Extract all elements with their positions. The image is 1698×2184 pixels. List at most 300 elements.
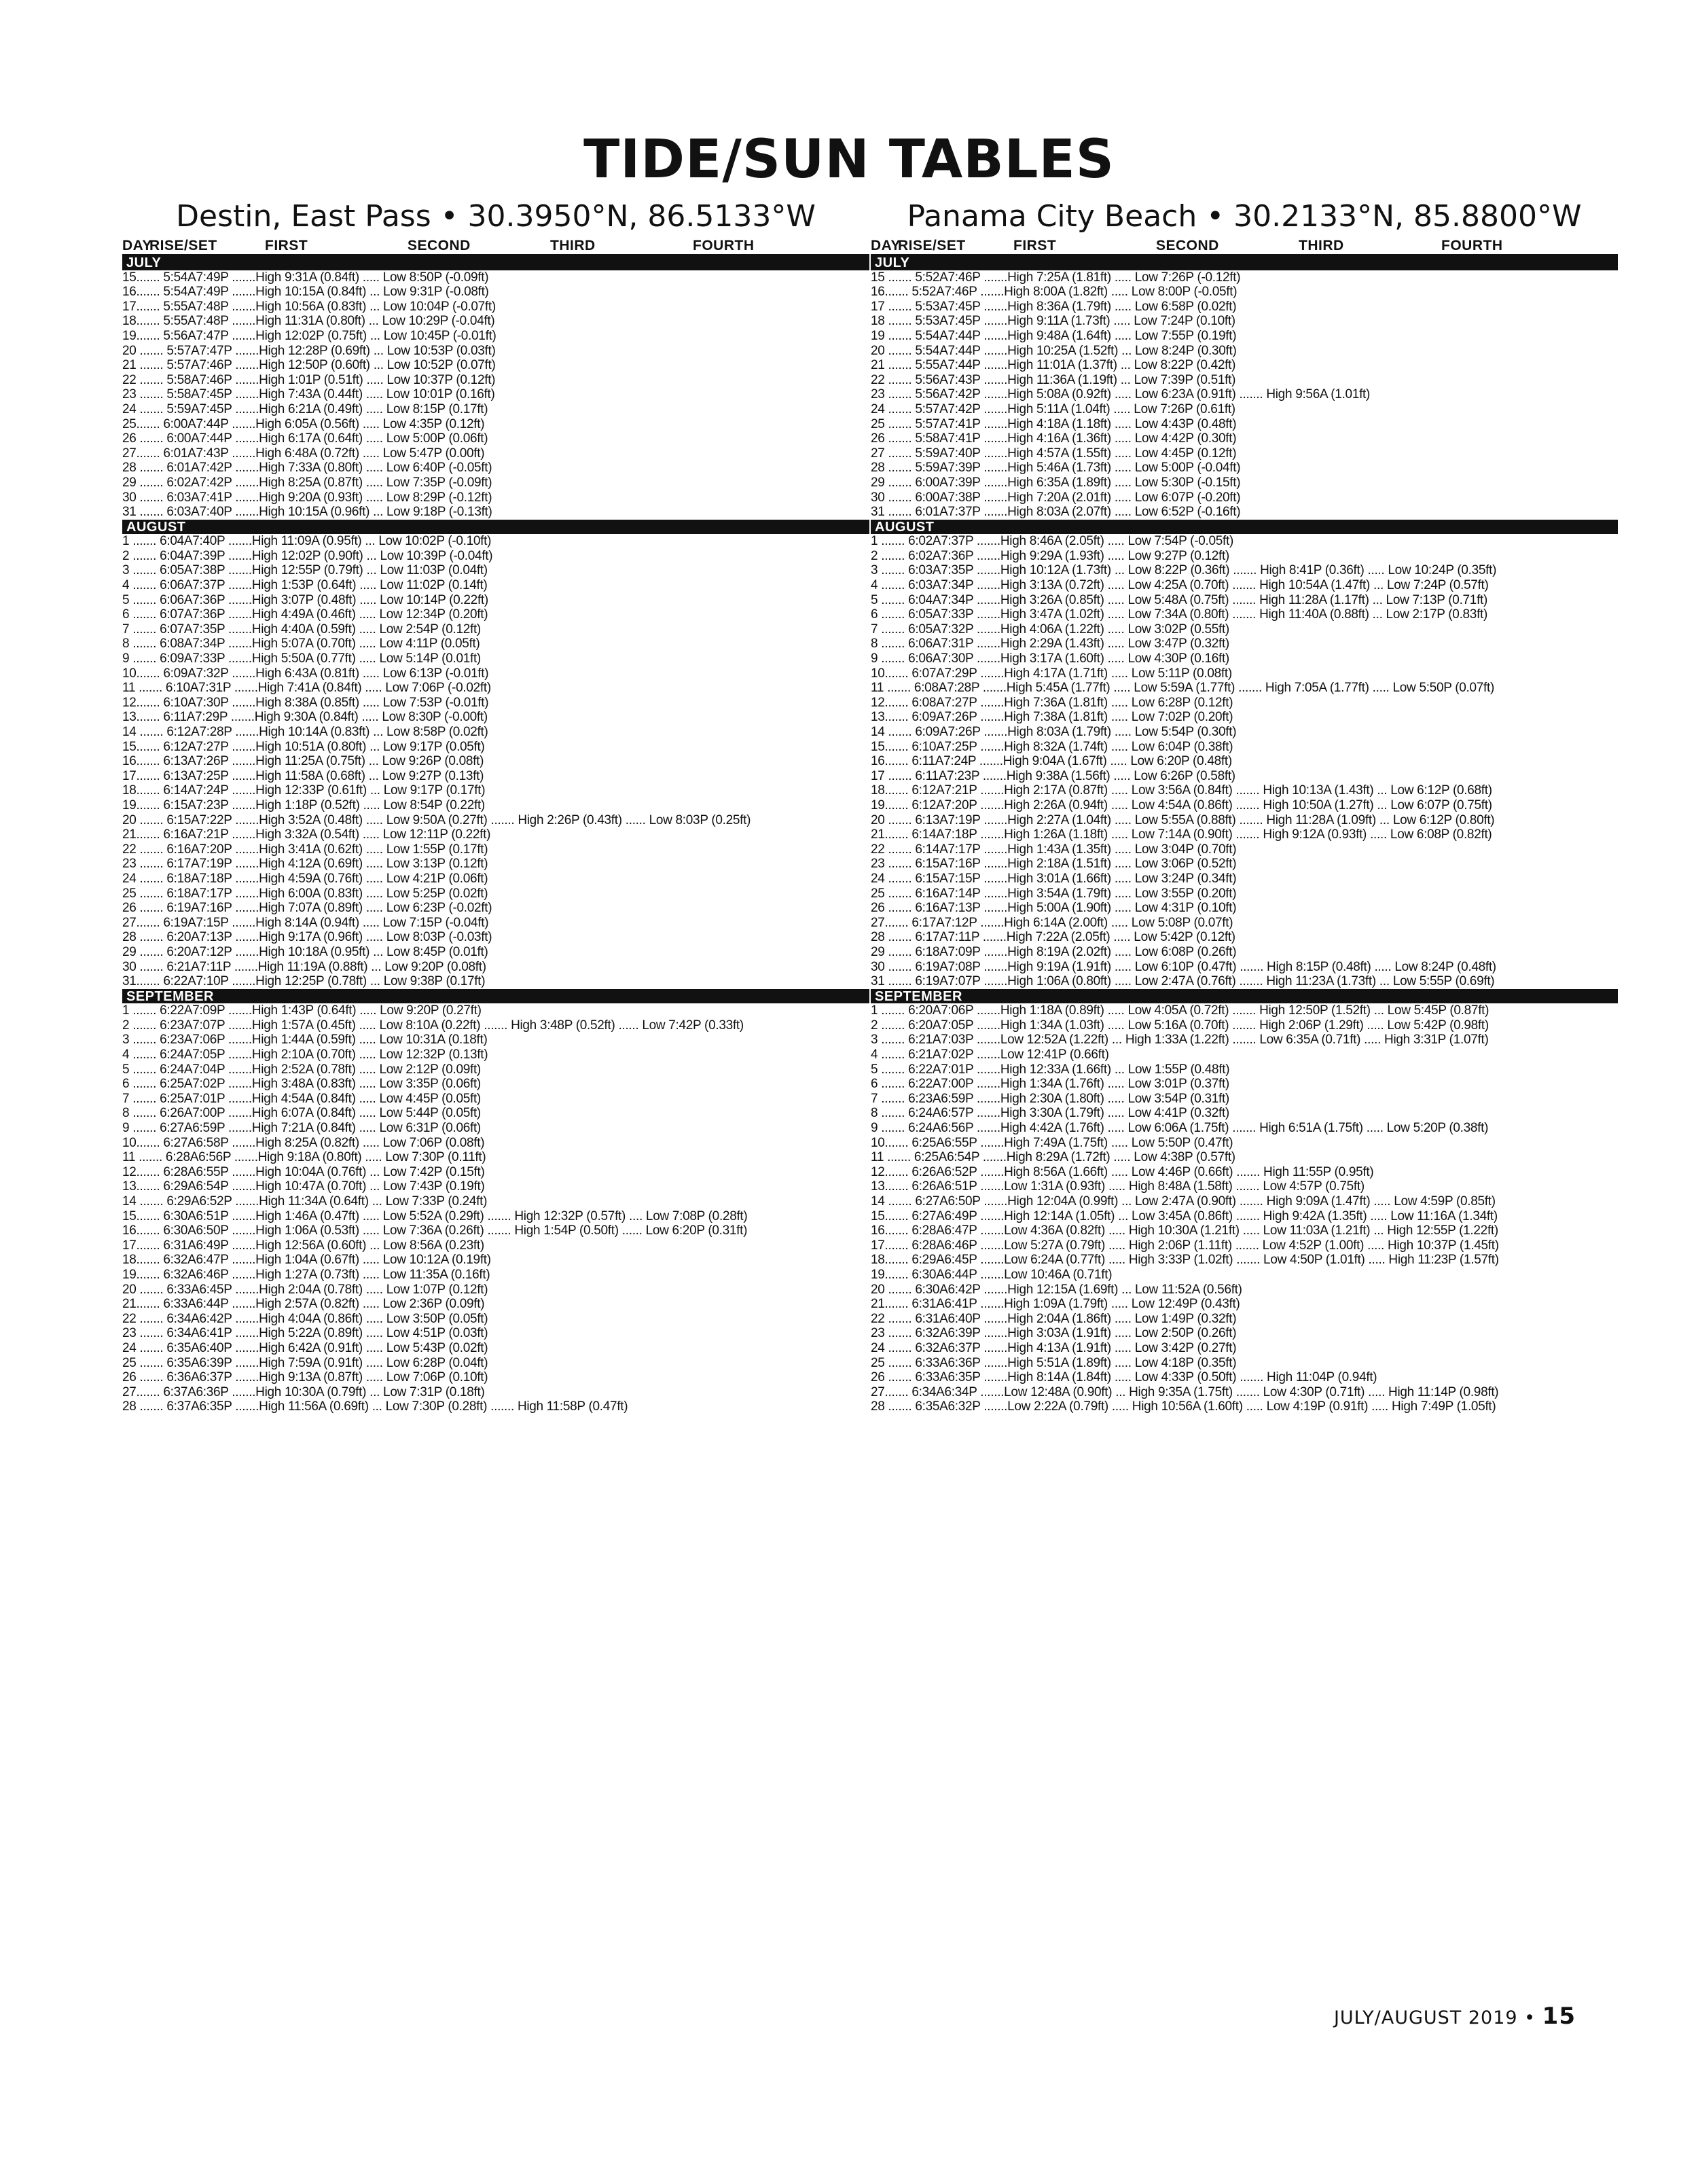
- table-row: [122, 387, 869, 402]
- row-text: 17....... 5:55A7:48P .......High 10:56A (0.83ft) ... Low 10:04P (-0.07ft): [122, 299, 496, 314]
- row-text: 11 ....... 6:10A7:31P .......High 7:41A (0.84ft) ..... Low 7:06P (-0.02ft): [122, 681, 491, 696]
- table-row: [871, 1048, 1618, 1062]
- row-text: 11 ....... 6:25A6:54P .......High 8:29A (1.72ft) ..... Low 4:38P (0.57ft): [871, 1150, 1235, 1165]
- table-row: [122, 710, 869, 725]
- table-row: [871, 314, 1618, 329]
- row-text: 25 ....... 6:33A6:36P .......High 5:51A (1.89ft) ..... Low 4:18P (0.35ft): [871, 1355, 1237, 1370]
- row-text: 28 ....... 6:37A6:35P .......High 11:56A (0.69ft) ... Low 7:30P (0.28ft) ....... High 11:58P (0.47ft): [122, 1399, 628, 1414]
- row-text: 12....... 6:28A6:55P .......High 10:04A (0.76ft) ... Low 7:42P (0.15ft): [122, 1164, 485, 1179]
- row-text: 7 ....... 6:05A7:32P .......High 4:06A (1.22ft) ..... Low 3:02P (0.55ft): [871, 622, 1229, 637]
- table-row: [122, 872, 869, 887]
- table-row: [871, 476, 1618, 490]
- table-row: [871, 1150, 1618, 1165]
- row-text: 12....... 6:08A7:27P .......High 7:36A (1.81ft) ..... Low 6:28P (0.12ft): [871, 695, 1233, 710]
- row-text: 22 ....... 6:34A6:42P .......High 4:04A (0.86ft) ..... Low 3:50P (0.05ft): [122, 1311, 488, 1326]
- row-text: 15....... 6:12A7:27P .......High 10:51A (0.80ft) ... Low 9:17P (0.05ft): [122, 739, 485, 754]
- tide-table-body: [122, 255, 869, 1414]
- table-row: [122, 373, 869, 388]
- row-text: 29 ....... 6:00A7:39P .......High 6:35A (1.89ft) ..... Low 5:30P (-0.15ft): [871, 475, 1241, 490]
- table-header: [871, 238, 1618, 255]
- row-text: 31....... 6:22A7:10P .......High 12:25P (0.78ft) ... Low 9:38P (0.17ft): [122, 974, 486, 989]
- table-row: [122, 1209, 869, 1224]
- table-row: [871, 534, 1618, 549]
- table-row: [122, 1283, 869, 1297]
- table-row: [871, 887, 1618, 901]
- row-text: 18....... 6:14A7:24P .......High 12:33P (0.61ft) ... Low 9:17P (0.17ft): [122, 783, 486, 798]
- table-row: [122, 1121, 869, 1136]
- table-row: [871, 285, 1618, 300]
- table-row: [871, 974, 1618, 989]
- row-text: 20 ....... 5:57A7:47P .......High 12:28P (0.69ft) ... Low 10:53P (0.03ft): [122, 343, 496, 358]
- table-row: [122, 887, 869, 901]
- table-row: [871, 666, 1618, 681]
- table-row: [122, 285, 869, 300]
- row-text: 16....... 6:28A6:47P .......Low 4:36A (0.82ft) ..... High 10:30A (1.21ft) ..... Low 11:03A (1.21ft) ... High 12:55P (1.22ft): [871, 1223, 1498, 1238]
- table-row: [122, 490, 869, 505]
- location-column-panama-city-beach: [871, 197, 1618, 1414]
- row-text: 19....... 6:15A7:23P .......High 1:18P (0.52ft) ..... Low 8:54P (0.22ft): [122, 798, 485, 812]
- page-title: TIDE/SUN TABLES: [583, 129, 1115, 190]
- table-row: [871, 329, 1618, 344]
- table-row: [122, 681, 869, 696]
- row-text: 13....... 6:09A7:26P .......High 7:38A (1.81ft) ..... Low 7:02P (0.20ft): [871, 710, 1233, 725]
- table-row: [871, 1092, 1618, 1107]
- row-text: 1 ....... 6:20A7:06P .......High 1:18A (0.89ft) ..... Low 4:05A (0.72ft) ....... High 12:50P (1.52ft) ... Low 5:45P (0.87ft): [871, 1003, 1489, 1018]
- table-row: [122, 1077, 869, 1092]
- footer-text: JULY/AUGUST 2019 •: [1333, 2007, 1536, 2028]
- table-row: [871, 740, 1618, 755]
- row-text: 15....... 5:54A7:49P .......High 9:31A (0.84ft) ..... Low 8:50P (-0.09ft): [122, 270, 489, 285]
- table-row: [122, 930, 869, 945]
- table-row: [871, 857, 1618, 872]
- table-row: [122, 593, 869, 608]
- table-row: [871, 1238, 1618, 1253]
- row-text: 28 ....... 6:17A7:11P .......High 7:22A (2.05ft) ..... Low 5:42P (0.12ft): [871, 930, 1235, 945]
- row-text: 14 ....... 6:12A7:28P .......High 10:14A (0.83ft) ... Low 8:58P (0.02ft): [122, 725, 488, 739]
- row-text: 23 ....... 5:56A7:42P .......High 5:08A (0.92ft) ..... Low 6:23A (0.91ft) ....... High 9:56A (1.01ft): [871, 387, 1371, 402]
- row-text: 10....... 6:27A6:58P .......High 8:25A (0.82ft) ..... Low 7:06P (0.08ft): [122, 1135, 485, 1150]
- row-text: 25 ....... 5:57A7:41P .......High 4:18A (1.18ft) ..... Low 4:43P (0.48ft): [871, 416, 1237, 431]
- table-header: [122, 238, 869, 255]
- row-text: 20 ....... 6:13A7:19P .......High 2:27A (1.04ft) ..... Low 5:55A (0.88ft) ....... High 11:28A (1.09ft) ... Low 6:12P (0.80ft): [871, 812, 1495, 827]
- table-row: [871, 1062, 1618, 1077]
- table-row: [122, 1106, 869, 1121]
- table-row: [871, 1283, 1618, 1297]
- table-row: [871, 387, 1618, 402]
- row-text: 22 ....... 6:16A7:20P .......High 3:41A (0.62ft) ..... Low 1:55P (0.17ft): [122, 842, 488, 857]
- page-number: 15: [1542, 2003, 1576, 2030]
- table-row: [122, 300, 869, 315]
- row-text: 21 ....... 5:57A7:46P .......High 12:50P (0.60ft) ... Low 10:52P (0.07ft): [122, 358, 496, 373]
- table-row: [871, 1253, 1618, 1268]
- row-text: 27....... 6:19A7:15P .......High 8:14A (0.94ft) ..... Low 7:15P (-0.04ft): [122, 915, 489, 930]
- row-text: 19....... 6:30A6:44P .......Low 10:46A (0.71ft): [871, 1267, 1113, 1282]
- table-row: [122, 945, 869, 960]
- table-row: [122, 607, 869, 622]
- location-heading: Panama City Beach • 30.2133°N, 85.8800°W: [907, 199, 1582, 234]
- table-row: [871, 1356, 1618, 1371]
- table-row: [122, 1136, 869, 1151]
- row-text: 1 ....... 6:02A7:37P .......High 8:46A (2.05ft) ..... Low 7:54P (-0.05ft): [871, 534, 1233, 549]
- row-text: 21....... 6:16A7:21P .......High 3:32A (0.54ft) ..... Low 12:11P (0.22ft): [122, 827, 491, 842]
- table-row: [122, 666, 869, 681]
- table-row: [871, 842, 1618, 857]
- row-text: 20 ....... 6:33A6:45P .......High 2:04A (0.78ft) ..... Low 1:07P (0.12ft): [122, 1282, 488, 1297]
- table-row: [122, 1326, 869, 1341]
- row-text: 26 ....... 5:58A7:41P .......High 4:16A (1.36ft) ..... Low 4:42P (0.30ft): [871, 431, 1237, 446]
- table-row: [871, 1018, 1618, 1033]
- table-row: [122, 1092, 869, 1107]
- table-row: [122, 916, 869, 931]
- table-row: [122, 314, 869, 329]
- row-text: 19....... 5:56A7:47P .......High 12:02P (0.75ft) ... Low 10:45P (-0.01ft): [122, 328, 496, 343]
- table-row: [122, 1150, 869, 1165]
- table-row: [122, 783, 869, 798]
- row-text: 26 ....... 6:16A7:13P .......High 5:00A (1.90ft) ..... Low 4:31P (0.10ft): [871, 901, 1237, 916]
- table-row: [871, 769, 1618, 784]
- table-row: [122, 1341, 869, 1356]
- table-row: [871, 1223, 1618, 1238]
- table-row: [122, 578, 869, 593]
- table-row: [122, 1312, 869, 1327]
- table-row: [871, 490, 1618, 505]
- table-row: [871, 1179, 1618, 1194]
- row-text: 6 ....... 6:25A7:02P .......High 3:48A (0.83ft) ..... Low 3:35P (0.06ft): [122, 1077, 481, 1092]
- row-text: 16....... 5:52A7:46P .......High 8:00A (1.82ft) ..... Low 8:00P (-0.05ft): [871, 285, 1238, 300]
- row-text: 4 ....... 6:21A7:02P .......Low 12:41P (0.66ft): [871, 1048, 1109, 1062]
- location-column-destin: [122, 197, 869, 1414]
- table-row: [871, 446, 1618, 461]
- table-row: [871, 607, 1618, 622]
- table-row: [122, 1223, 869, 1238]
- table-row: [871, 1399, 1618, 1414]
- row-text: 22 ....... 5:58A7:46P .......High 1:01P (0.51ft) ..... Low 10:37P (0.12ft): [122, 372, 496, 387]
- row-text: 8 ....... 6:06A7:31P .......High 2:29A (1.43ft) ..... Low 3:47P (0.32ft): [871, 637, 1229, 651]
- table-row: [871, 1136, 1618, 1151]
- row-text: 5 ....... 6:04A7:34P .......High 3:26A (0.85ft) ..... Low 5:48A (0.75ft) ....... High 11:28A (1.17ft) ... Low 7:13P (0.71ft): [871, 592, 1488, 607]
- table-row: [871, 344, 1618, 359]
- header-day: DAY: [122, 238, 152, 253]
- table-row: [122, 960, 869, 975]
- row-text: 20 ....... 6:15A7:22P .......High 3:52A (0.48ft) ..... Low 9:50A (0.27ft) ....... High 2:26P (0.43ft) ...... Low 8:03P (0.25ft): [122, 812, 751, 827]
- table-row: [871, 1268, 1618, 1283]
- row-text: 21....... 6:14A7:18P .......High 1:26A (1.18ft) ..... Low 7:14A (0.90ft) ....... High 9:12A (0.93ft) ..... Low 6:08P (0.82ft): [871, 827, 1492, 842]
- table-row: [871, 1312, 1618, 1327]
- table-row: [122, 1033, 869, 1048]
- table-row: [122, 1179, 869, 1194]
- row-text: 16....... 5:54A7:49P .......High 10:15A (0.84ft) ... Low 9:31P (-0.08ft): [122, 285, 489, 300]
- row-text: 30 ....... 6:21A7:11P .......High 11:19A (0.88ft) ... Low 9:20P (0.08ft): [122, 959, 486, 974]
- table-row: [122, 769, 869, 784]
- table-row: [871, 1033, 1618, 1048]
- row-text: 5 ....... 6:06A7:36P .......High 3:07P (0.48ft) ..... Low 10:14P (0.22ft): [122, 592, 488, 607]
- table-row: [871, 901, 1618, 916]
- table-row: [122, 1165, 869, 1180]
- row-text: 25 ....... 6:18A7:17P .......High 6:00A (0.83ft) ..... Low 5:25P (0.02ft): [122, 886, 488, 901]
- row-text: 23 ....... 6:17A7:19P .......High 4:12A (0.69ft) ..... Low 3:13P (0.12ft): [122, 857, 488, 872]
- row-text: 29 ....... 6:20A7:12P .......High 10:18A (0.95ft) ... Low 8:45P (0.01ft): [122, 944, 488, 959]
- row-text: 13....... 6:11A7:29P .......High 9:30A (0.84ft) ..... Low 8:30P (-0.00ft): [122, 710, 488, 725]
- table-row: [871, 1077, 1618, 1092]
- row-text: 3 ....... 6:03A7:35P .......High 10:12A (1.73ft) ... Low 8:22P (0.36ft) ....... High 8:41P (0.36ft) ..... Low 10:24P (0.35ft): [871, 563, 1497, 578]
- table-row: [871, 1209, 1618, 1224]
- table-row: [122, 842, 869, 857]
- table-row: [122, 461, 869, 476]
- row-text: 31 ....... 6:01A7:37P .......High 8:03A (2.07ft) ..... Low 6:52P (-0.16ft): [871, 505, 1241, 520]
- table-row: [122, 446, 869, 461]
- table-row: [122, 402, 869, 417]
- row-text: 27....... 6:17A7:12P .......High 6:14A (2.00ft) ..... Low 5:08P (0.07ft): [871, 915, 1233, 930]
- table-row: [122, 974, 869, 989]
- row-text: 17....... 6:13A7:25P .......High 11:58A (0.68ft) ... Low 9:27P (0.13ft): [122, 768, 484, 783]
- table-row: [122, 637, 869, 651]
- table-row: [122, 476, 869, 490]
- table-row: [122, 1385, 869, 1400]
- row-text: 23 ....... 6:15A7:16P .......High 2:18A (1.51ft) ..... Low 3:06P (0.52ft): [871, 857, 1237, 872]
- row-text: 15....... 6:30A6:51P .......High 1:46A (0.47ft) ..... Low 5:52A (0.29ft) ....... High 12:32P (0.57ft) .... Low 7:08P (0.28ft): [122, 1209, 748, 1223]
- row-text: 14 ....... 6:29A6:52P .......High 11:34A (0.64ft) ... Low 7:33P (0.24ft): [122, 1194, 488, 1209]
- table-row: [871, 945, 1618, 960]
- row-text: 27 ....... 5:59A7:40P .......High 4:57A (1.55ft) ..... Low 4:45P (0.12ft): [871, 446, 1237, 461]
- row-text: 17....... 6:28A6:46P .......Low 5:27A (0.79ft) ..... High 2:06P (1.11ft) ....... Low 4:52P (1.00ft) ..... High 10:37P (1.45ft): [871, 1238, 1499, 1253]
- row-text: 6 ....... 6:22A7:00P .......High 1:34A (1.76ft) ..... Low 3:01P (0.37ft): [871, 1077, 1229, 1092]
- row-text: 1 ....... 6:22A7:09P .......High 1:43P (0.64ft) ..... Low 9:20P (0.27ft): [122, 1003, 482, 1018]
- row-text: 9 ....... 6:24A6:56P .......High 4:42A (1.76ft) ..... Low 6:06A (1.75ft) ....... High 6:51A (1.75ft) ..... Low 5:20P (0.38ft): [871, 1121, 1489, 1136]
- table-row: [122, 329, 869, 344]
- table-row: [871, 417, 1618, 432]
- header-third: THIRD: [550, 238, 596, 253]
- row-text: 30 ....... 6:03A7:41P .......High 9:20A (0.93ft) ..... Low 8:29P (-0.12ft): [122, 490, 492, 505]
- table-row: [871, 505, 1618, 520]
- row-text: 10....... 6:09A7:32P .......High 6:43A (0.81ft) ..... Low 6:13P (-0.01ft): [122, 666, 489, 681]
- table-row: [122, 505, 869, 520]
- row-text: 22 ....... 6:31A6:40P .......High 2:04A (1.86ft) ..... Low 1:49P (0.32ft): [871, 1311, 1237, 1326]
- row-text: 13....... 6:26A6:51P .......Low 1:31A (0.93ft) ..... High 8:48A (1.58ft) ....... Low 4:57P (0.75ft): [871, 1179, 1365, 1194]
- table-row: [871, 563, 1618, 578]
- row-text: 14 ....... 6:09A7:26P .......High 8:03A (1.79ft) ..... Low 5:54P (0.30ft): [871, 725, 1237, 739]
- row-text: 30 ....... 6:00A7:38P .......High 7:20A (2.01ft) ..... Low 6:07P (-0.20ft): [871, 490, 1241, 505]
- row-text: 12....... 6:26A6:52P .......High 8:56A (1.66ft) ..... Low 4:46P (0.66ft) ....... High 11:55P (0.95ft): [871, 1164, 1374, 1179]
- table-row: [871, 1106, 1618, 1121]
- row-text: 24 ....... 6:35A6:40P .......High 6:42A (0.91ft) ..... Low 5:43P (0.02ft): [122, 1340, 488, 1355]
- table-row: [122, 622, 869, 637]
- table-row: [122, 1018, 869, 1033]
- table-row: [122, 1194, 869, 1209]
- table-row: [871, 1165, 1618, 1180]
- month-bar: JULY: [122, 255, 869, 270]
- header-third: THIRD: [1299, 238, 1344, 253]
- row-text: 9 ....... 6:27A6:59P .......High 7:21A (0.84ft) ..... Low 6:31P (0.06ft): [122, 1121, 481, 1136]
- table-row: [122, 813, 869, 828]
- header-first: FIRST: [1013, 238, 1057, 253]
- row-text: 16....... 6:11A7:24P .......High 9:04A (1.67ft) ..... Low 6:20P (0.48ft): [871, 754, 1232, 769]
- row-text: 17 ....... 6:11A7:23P .......High 9:38A (1.56ft) ..... Low 6:26P (0.58ft): [871, 768, 1235, 783]
- table-row: [122, 417, 869, 432]
- row-text: 8 ....... 6:24A6:57P .......High 3:30A (1.79ft) ..... Low 4:41P (0.32ft): [871, 1106, 1229, 1121]
- row-text: 24 ....... 6:18A7:18P .......High 4:59A (0.76ft) ..... Low 4:21P (0.06ft): [122, 871, 488, 886]
- row-text: 1 ....... 6:04A7:40P .......High 11:09A (0.95ft) ... Low 10:02P (-0.10ft): [122, 534, 492, 549]
- row-text: 3 ....... 6:21A7:03P .......Low 12:52A (1.22ft) ... High 1:33A (1.22ft) ....... Low 6:35A (0.71ft) ..... High 3:31P (1.07ft): [871, 1033, 1489, 1048]
- row-text: 31 ....... 6:03A7:40P .......High 10:15A (0.96ft) ... Low 9:18P (-0.13ft): [122, 505, 492, 520]
- table-row: [871, 1326, 1618, 1341]
- table-row: [122, 1356, 869, 1371]
- row-text: 29 ....... 6:02A7:42P .......High 8:25A (0.87ft) ..... Low 7:35P (-0.09ft): [122, 475, 492, 490]
- header-day: DAY: [871, 238, 901, 253]
- row-text: 24 ....... 6:15A7:15P .......High 3:01A (1.66ft) ..... Low 3:24P (0.34ft): [871, 871, 1237, 886]
- row-text: 28 ....... 6:01A7:42P .......High 7:33A (0.80ft) ..... Low 6:40P (-0.05ft): [122, 461, 492, 476]
- table-row: [871, 637, 1618, 651]
- header-second: SECOND: [1156, 238, 1219, 253]
- table-row: [122, 1268, 869, 1283]
- header-fourth: FOURTH: [1441, 238, 1503, 253]
- table-row: [871, 593, 1618, 608]
- table-row: [122, 696, 869, 711]
- row-text: 3 ....... 6:05A7:38P .......High 12:55P (0.79ft) ... Low 11:03P (0.04ft): [122, 563, 488, 578]
- table-row: [871, 1003, 1618, 1018]
- month-bar: JULY: [871, 255, 1618, 270]
- table-row: [122, 1253, 869, 1268]
- table-row: [122, 534, 869, 549]
- row-text: 24 ....... 5:59A7:45P .......High 6:21A (0.49ft) ..... Low 8:15P (0.17ft): [122, 401, 488, 416]
- row-text: 4 ....... 6:06A7:37P .......High 1:53P (0.64ft) ..... Low 11:02P (0.14ft): [122, 578, 488, 593]
- row-text: 17 ....... 5:53A7:45P .......High 8:36A (1.79ft) ..... Low 6:58P (0.02ft): [871, 299, 1237, 314]
- table-row: [122, 1003, 869, 1018]
- row-text: 25....... 6:00A7:44P .......High 6:05A (0.56ft) ..... Low 4:35P (0.12ft): [122, 416, 485, 431]
- table-row: [122, 725, 869, 740]
- table-row: [871, 930, 1618, 945]
- table-row: [871, 798, 1618, 813]
- row-text: 27....... 6:01A7:43P .......High 6:48A (0.72ft) ..... Low 5:47P (0.00ft): [122, 446, 485, 461]
- row-text: 26 ....... 6:36A6:37P .......High 9:13A (0.87ft) ..... Low 7:06P (0.10ft): [122, 1370, 488, 1385]
- row-text: 9 ....... 6:09A7:33P .......High 5:50A (0.77ft) ..... Low 5:14P (0.01ft): [122, 651, 481, 666]
- table-row: [122, 798, 869, 813]
- row-text: 15 ....... 5:52A7:46P .......High 7:25A (1.81ft) ..... Low 7:26P (-0.12ft): [871, 270, 1241, 285]
- table-row: [871, 549, 1618, 564]
- row-text: 22 ....... 5:56A7:43P .......High 11:36A (1.19ft) ... Low 7:39P (0.51ft): [871, 372, 1236, 387]
- table-row: [122, 344, 869, 359]
- row-text: 19....... 6:32A6:46P .......High 1:27A (0.73ft) ..... Low 11:35A (0.16ft): [122, 1267, 490, 1282]
- row-text: 2 ....... 6:02A7:36P .......High 9:29A (1.93ft) ..... Low 9:27P (0.12ft): [871, 548, 1229, 563]
- table-row: [122, 563, 869, 578]
- row-text: 24 ....... 6:32A6:37P .......High 4:13A (1.91ft) ..... Low 3:42P (0.27ft): [871, 1340, 1237, 1355]
- location-heading: Destin, East Pass • 30.3950°N, 86.5133°W: [176, 199, 816, 234]
- row-text: 18....... 5:55A7:48P .......High 11:31A (0.80ft) ... Low 10:29P (-0.04ft): [122, 314, 495, 329]
- row-text: 7 ....... 6:25A7:01P .......High 4:54A (0.84ft) ..... Low 4:45P (0.05ft): [122, 1091, 481, 1106]
- table-row: [122, 827, 869, 842]
- table-row: [871, 373, 1618, 388]
- row-text: 28 ....... 6:20A7:13P .......High 9:17A (0.96ft) ..... Low 8:03P (-0.03ft): [122, 930, 492, 945]
- row-text: 18 ....... 5:53A7:45P .......High 9:11A (1.73ft) ..... Low 7:24P (0.10ft): [871, 314, 1235, 329]
- row-text: 27....... 6:34A6:34P .......Low 12:48A (0.90ft) ... High 9:35A (1.75ft) ....... Low 4:30P (0.71ft) ..... High 11:14P (0.98ft): [871, 1384, 1499, 1399]
- row-text: 16....... 6:13A7:26P .......High 11:25A (0.75ft) ... Low 9:26P (0.08ft): [122, 754, 484, 769]
- table-row: [871, 681, 1618, 696]
- header-first: FIRST: [265, 238, 308, 253]
- row-text: 9 ....... 6:06A7:30P .......High 3:17A (1.60ft) ..... Low 4:30P (0.16ft): [871, 651, 1229, 666]
- row-text: 11 ....... 6:08A7:28P .......High 5:45A (1.77ft) ..... Low 5:59A (1.77ft) ....... High 7:05A (1.77ft) ..... Low 5:50P (0.07ft): [871, 681, 1495, 696]
- header-fourth: FOURTH: [693, 238, 755, 253]
- row-text: 17....... 6:31A6:49P .......High 12:56A (0.60ft) ... Low 8:56A (0.23ft): [122, 1238, 484, 1253]
- row-text: 6 ....... 6:05A7:33P .......High 3:47A (1.02ft) ..... Low 7:34A (0.80ft) ....... High 11:40A (0.88ft) ... Low 2:17P (0.83ft): [871, 607, 1488, 622]
- row-text: 2 ....... 6:04A7:39P .......High 12:02P (0.90ft) ... Low 10:39P (-0.04ft): [122, 548, 493, 563]
- table-row: [871, 1194, 1618, 1209]
- row-text: 22 ....... 6:14A7:17P .......High 1:43A (1.35ft) ..... Low 3:04P (0.70ft): [871, 842, 1237, 857]
- table-row: [122, 549, 869, 564]
- table-row: [122, 754, 869, 769]
- row-text: 10....... 6:25A6:55P .......High 7:49A (1.75ft) ..... Low 5:50P (0.47ft): [871, 1135, 1233, 1150]
- row-text: 21 ....... 5:55A7:44P .......High 11:01A (1.37ft) ... Low 8:22P (0.42ft): [871, 358, 1236, 373]
- row-text: 15....... 6:27A6:49P .......High 12:14A (1.05ft) ... Low 3:45A (0.86ft) ....... High 9:42A (1.35ft) ..... Low 11:16A (1.34ft): [871, 1209, 1498, 1223]
- table-row: [871, 1385, 1618, 1400]
- row-text: 5 ....... 6:24A7:04P .......High 2:52A (0.78ft) ..... Low 2:12P (0.09ft): [122, 1062, 481, 1077]
- row-text: 13....... 6:29A6:54P .......High 10:47A (0.70ft) ... Low 7:43P (0.19ft): [122, 1179, 485, 1194]
- table-row: [871, 622, 1618, 637]
- row-text: 23 ....... 6:34A6:41P .......High 5:22A (0.89ft) ..... Low 4:51P (0.03ft): [122, 1326, 488, 1341]
- table-row: [122, 1238, 869, 1253]
- row-text: 15....... 6:10A7:25P .......High 8:32A (1.74ft) ..... Low 6:04P (0.38ft): [871, 739, 1233, 754]
- table-row: [871, 1121, 1618, 1136]
- row-text: 28 ....... 6:35A6:32P .......Low 2:22A (0.79ft) ..... High 10:56A (1.60ft) ..... Low 4:19P (0.91ft) ..... High 7:49P (1.05ft): [871, 1399, 1496, 1414]
- row-text: 20 ....... 5:54A7:44P .......High 10:25A (1.52ft) ... Low 8:24P (0.30ft): [871, 343, 1237, 358]
- row-text: 21....... 6:33A6:44P .......High 2:57A (0.82ft) ..... Low 2:36P (0.09ft): [122, 1297, 485, 1312]
- row-text: 27....... 6:37A6:36P .......High 10:30A (0.79ft) ... Low 7:31P (0.18ft): [122, 1384, 485, 1399]
- table-row: [122, 270, 869, 285]
- row-text: 21....... 6:31A6:41P .......High 1:09A (1.79ft) ..... Low 12:49P (0.43ft): [871, 1297, 1240, 1312]
- table-row: [122, 1370, 869, 1385]
- row-text: 18....... 6:12A7:21P .......High 2:17A (0.87ft) ..... Low 3:56A (0.84ft) ....... High 10:13A (1.43ft) ... Low 6:12P (0.68ft): [871, 783, 1492, 798]
- table-row: [871, 1341, 1618, 1356]
- table-row: [122, 431, 869, 446]
- month-bar: SEPTEMBER: [122, 989, 869, 1004]
- table-row: [871, 783, 1618, 798]
- table-row: [122, 358, 869, 373]
- row-text: 8 ....... 6:26A7:00P .......High 6:07A (0.84ft) ..... Low 5:44P (0.05ft): [122, 1106, 481, 1121]
- header-second: SECOND: [408, 238, 471, 253]
- row-text: 2 ....... 6:23A7:07P .......High 1:57A (0.45ft) ..... Low 8:10A (0.22ft) ....... High 3:48P (0.52ft) ...... Low 7:42P (0.33ft): [122, 1018, 744, 1033]
- table-row: [871, 696, 1618, 711]
- row-text: 31 ....... 6:19A7:07P .......High 1:06A (0.80ft) ..... Low 2:47A (0.76ft) ....... High 11:23A (1.73ft) ... Low 5:55P (0.69ft): [871, 974, 1495, 989]
- row-text: 20 ....... 6:30A6:42P .......High 12:15A (1.69ft) ... Low 11:52A (0.56ft): [871, 1282, 1242, 1297]
- row-text: 26 ....... 6:19A7:16P .......High 7:07A (0.89ft) ..... Low 6:23P (-0.02ft): [122, 901, 492, 916]
- header-rise-set: RISE/SET: [149, 238, 217, 253]
- row-text: 16....... 6:30A6:50P .......High 1:06A (0.53ft) ..... Low 7:36A (0.26ft) ....... High 1:54P (0.50ft) ...... Low 6:20P (0.31ft): [122, 1223, 748, 1238]
- table-row: [871, 270, 1618, 285]
- row-text: 18....... 6:29A6:45P .......Low 6:24A (0.77ft) ..... High 3:33P (1.02ft) ....... Low 4:50P (1.01ft) ..... High 11:23P (1.57ft): [871, 1253, 1499, 1268]
- row-text: 6 ....... 6:07A7:36P .......High 4:49A (0.46ft) ..... Low 12:34P (0.20ft): [122, 607, 488, 622]
- row-text: 7 ....... 6:23A6:59P .......High 2:30A (1.80ft) ..... Low 3:54P (0.31ft): [871, 1091, 1229, 1106]
- row-text: 28 ....... 5:59A7:39P .......High 5:46A (1.73ft) ..... Low 5:00P (-0.04ft): [871, 461, 1241, 476]
- row-text: 19....... 6:12A7:20P .......High 2:26A (0.94ft) ..... Low 4:54A (0.86ft) ....... High 10:50A (1.27ft) ... Low 6:07P (0.75ft): [871, 798, 1492, 812]
- row-text: 14 ....... 6:27A6:50P .......High 12:04A (0.99ft) ... Low 2:47A (0.90ft) ....... High 9:09A (1.47ft) ..... Low 4:59P (0.85ft): [871, 1194, 1496, 1209]
- row-text: 5 ....... 6:22A7:01P .......High 12:33A (1.66ft) ... Low 1:55P (0.48ft): [871, 1062, 1230, 1077]
- table-row: [122, 857, 869, 872]
- row-text: 12....... 6:10A7:30P .......High 8:38A (0.85ft) ..... Low 7:53P (-0.01ft): [122, 695, 489, 710]
- table-row: [871, 300, 1618, 315]
- row-text: 11 ....... 6:28A6:56P .......High 9:18A (0.80ft) ..... Low 7:30P (0.11ft): [122, 1150, 486, 1165]
- table-row: [871, 578, 1618, 593]
- row-text: 2 ....... 6:20A7:05P .......High 1:34A (1.03ft) ..... Low 5:16A (0.70ft) ....... High 2:06P (1.29ft) ..... Low 5:42P (0.98ft): [871, 1018, 1489, 1033]
- table-row: [871, 872, 1618, 887]
- row-text: 23 ....... 5:58A7:45P .......High 7:43A (0.44ft) ..... Low 10:01P (0.16ft): [122, 387, 495, 402]
- row-text: 19 ....... 5:54A7:44P .......High 9:48A (1.64ft) ..... Low 7:55P (0.19ft): [871, 328, 1237, 343]
- table-row: [871, 1297, 1618, 1312]
- table-row: [122, 651, 869, 666]
- row-text: 24 ....... 5:57A7:42P .......High 5:11A (1.04ft) ..... Low 7:26P (0.61ft): [871, 401, 1235, 416]
- row-text: 23 ....... 6:32A6:39P .......High 3:03A (1.91ft) ..... Low 2:50P (0.26ft): [871, 1326, 1237, 1341]
- table-row: [122, 901, 869, 916]
- row-text: 29 ....... 6:18A7:09P .......High 8:19A (2.02ft) ..... Low 6:08P (0.26ft): [871, 944, 1237, 959]
- table-row: [122, 1297, 869, 1312]
- month-bar: SEPTEMBER: [871, 989, 1618, 1004]
